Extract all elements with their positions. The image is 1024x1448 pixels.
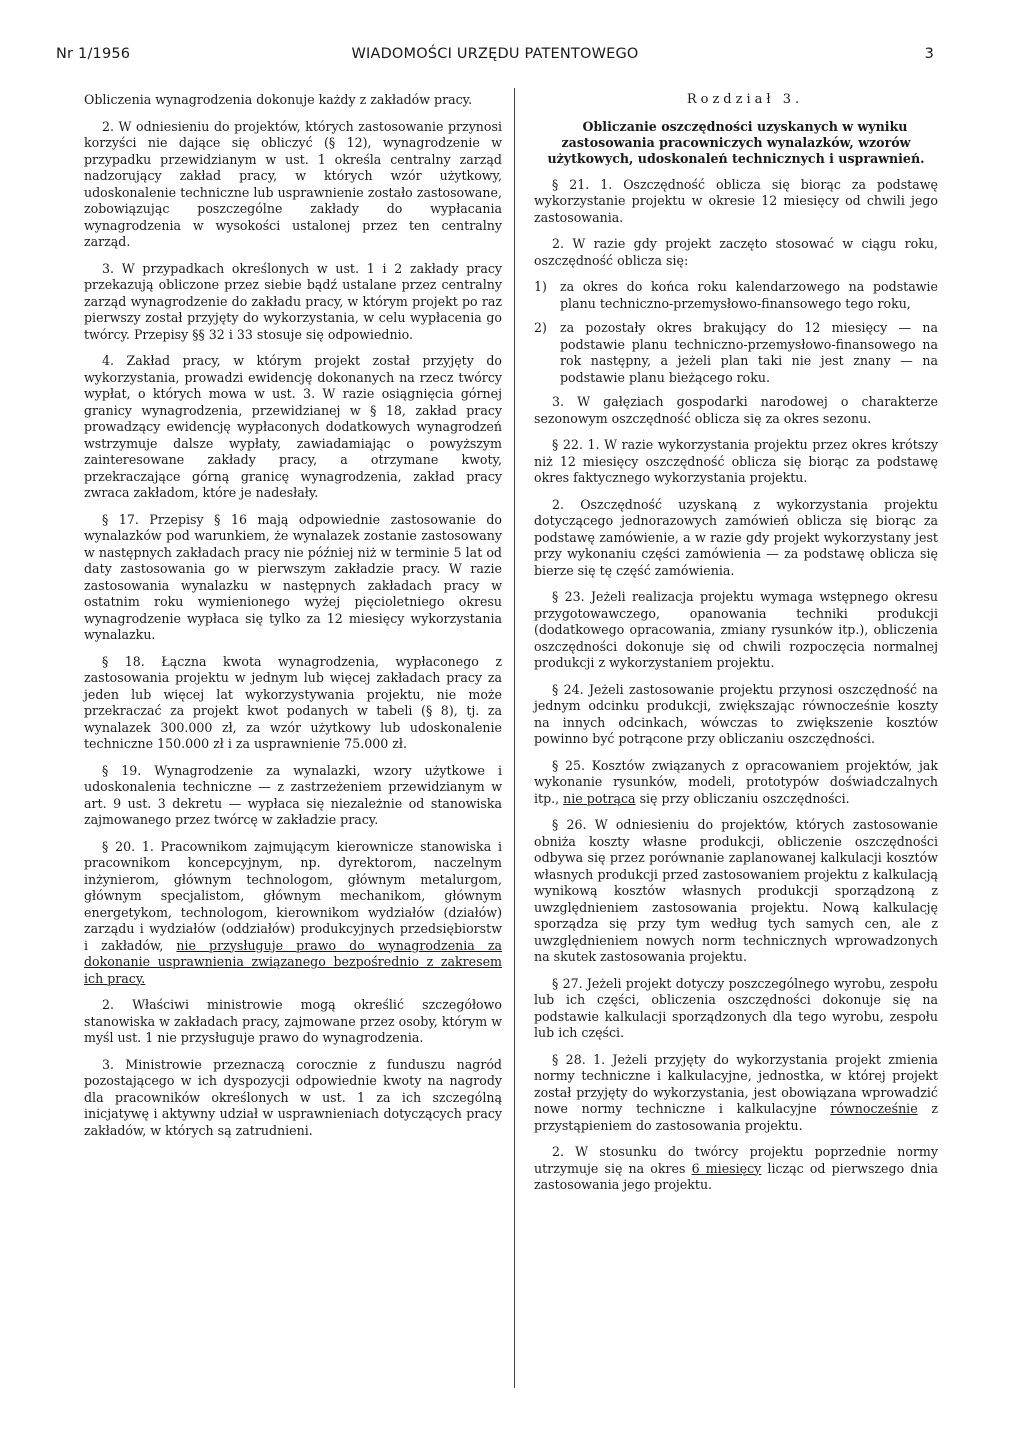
paragraph: 4. Zakład pracy, w którym projekt został przyjęty do wykorzystania, prowadzi ewidencję dokonanych na rzecz twórcy wypłat, o których mowa w ust. 3. W razie osiągnięcia górnej granicy wynagrodzenia, przewidzianej w § 18, zakład pracy prowadzący ewidencję wypłaconych dodatkowych wynagrodzeń wstrzymuje dalsze wypłaty, zawiadamiając o powyższym zainteresowane zakłady pracy, a otrzymane kwoty, przekraczające górną granicę wynagrodzenia, zakład pracy zwraca zakładom, które je nadesłały. [84, 353, 502, 500]
section-21: § 21. 1. Oszczędność oblicza się biorąc za podstawę wykorzystanie projektu w okresie 12 miesięcy od chwili jego zastosowania. [534, 176, 938, 225]
page-header [56, 46, 934, 68]
underlined-text: nie potrąca [563, 790, 636, 806]
paragraph: 3. W gałęziach gospodarki narodowej o charakterze sezonowym oszczędność oblicza się za okres sezonu. [534, 394, 938, 426]
section-27: § 27. Jeżeli projekt dotyczy poszczególnego wyrobu, zespołu lub ich części, obliczenia oszczędności dokonuje się na podstawie kalkulacji sporządzonych dla tego wyrobu, zespołu lub ich części. [534, 975, 938, 1040]
section-20 [84, 839, 502, 988]
chapter-heading: Rozdział 3. [686, 92, 804, 107]
page-number: 3 [924, 46, 934, 62]
paragraph: 3. W przypadkach określonych w ust. 1 i 2 zakłady pracy przekazują obliczone przez siebie bądź ustalane przez centralny zarząd wynagrodzenie do zakładu pracy, w którym projekt po raz pierwszy został przyjęty do wykorzystania, w celu wypłacenia go twórcy. Przepisy §§ 32 i 33 stosuje się odpowiednio. [84, 260, 502, 342]
list-text: za pozostały okres brakujący do 12 miesięcy — na podstawie planu techniczno-przemysłowo-finansowego na rok następny, a jeżeli plan taki nie jest znany — na podstawie planu bieżącego roku. [560, 320, 938, 385]
paragraph-text: licząc od pierwszego dnia zastosowania jego projektu. [534, 1160, 938, 1192]
section-17: § 17. Przepisy § 16 mają odpowiednie zastosowanie do wynalazków pod warunkiem, że wynalazek zostanie zastosowany w następnych zakładach pracy nie później niż w terminie 5 lat od daty zastosowania go w pierwszym zakładzie pracy. W razie zastosowania wynalazku w następnych zakładach pracy w ostatnim roku wymienionego wyżej pięcioletniego okresu wynagrodzenie wypłaca się tylko za 12 miesięcy wykorzystania wynalazku. [84, 511, 502, 642]
journal-title: WIADOMOŚCI URZĘDU PATENTOWEGO [351, 46, 639, 62]
paragraph-text: § 20. 1. Pracownikom zajmującym kierownicze stanowiska i pracownikom koncepcyjnym, np. dyrektorom, naczelnym inżynierom, głównym technologom, głównym metalurgom, głównym specjalistom, głównym mechanikom, głównym energetykom, technologom, kierownikom wydziałów (działów) zarządu i wydziałów (oddziałów) produkcyjnych przedsiębiorstw i zakładów, [84, 838, 502, 953]
right-column [534, 92, 938, 1204]
paragraph-text: 2. W stosunku do twórcy projektu poprzednie normy utrzymuje się na okres [534, 1144, 938, 1176]
section-19: § 19. Wynagrodzenie za wynalazki, wzory użytkowe i udoskonalenia techniczne — z zastrzeżeniem przewidzianym w art. 9 ust. 3 dekretu — wypłaca się niezależnie od stanowiska zajmowanego przez twórcę w zakładzie pracy. [84, 762, 502, 827]
list-item [534, 279, 938, 312]
list-text: za okres do końca roku kalendarzowego na podstawie planu techniczno-przemysłowo-finansowego tego roku, [560, 279, 938, 311]
paragraph-text: § 28. 1. Jeżeli przyjęty do wykorzystania projekt zmienia normy techniczne i kalkulacyjne, jednostka, w której projekt został przyjęty do wykorzystania, jest obowiązana wprowadzić nowe normy techniczne i kalkulacyjne [534, 1051, 938, 1116]
list-number: 1) [534, 279, 547, 294]
chapter-title: Obliczanie oszczędności uzyskanych w wyniku zastosowania pracowniczych wynalazków, wzorów użytkowych, udoskonaleń technicznych i usprawnień. [547, 118, 925, 166]
left-column [84, 92, 502, 1149]
paragraph-text: się przy obliczaniu oszczędności. [635, 790, 850, 806]
underlined-text: nie przysługuje prawo do wynagrodzenia za dokonanie usprawnienia związanego bezpośrednio z zakresem ich pracy. [84, 937, 502, 986]
section-18: § 18. Łączna kwota wynagrodzenia, wypłaconego z zastosowania projektu w jednym lub więcej zakładach pracy za jeden lub więcej lat wykorzystywania projektu, nie może przekraczać za projekt kwot podanych w tabeli (§ 8), tj. za wynalazek 300.000 zł, za wzór użytkowy lub udoskonalenie techniczne 150.000 zł i za usprawnienie 75.000 zł. [84, 653, 502, 751]
list-number: 2) [534, 320, 547, 335]
paragraph: 3. Ministrowie przeznaczą corocznie z funduszu nagród pozostającego w ich dyspozycji odpowiednie kwoty na nagrody dla pracowników określonych w ust. 1 za ich szczególną inicjatywę i aktywny udział w usprawnieniach dotyczących pracy zakładów, w których są zatrudnieni. [84, 1056, 502, 1138]
underlined-text: 6 miesięcy [691, 1160, 762, 1176]
list-item [534, 320, 938, 386]
section-23: § 23. Jeżeli realizacja projektu wymaga wstępnego okresu przygotowawczego, opanowania techniki produkcji (dodatkowego opracowania, zmiany rysunków itp.), obliczenia oszczędności dokonuje się od chwili rozpoczęcia normalnej produkcji z wykorzystaniem projektu. [534, 589, 938, 670]
issue-number: Nr 1/1956 [56, 46, 131, 62]
paragraph-text: z przystąpieniem do zastosowania projektu. [534, 1101, 939, 1133]
paragraph-text: § 25. Kosztów związanych z opracowaniem projektów, jak wykonanie rysunków, modeli, prototypów doświadczalnych itp., [534, 757, 938, 806]
paragraph [534, 1144, 938, 1194]
section-26: § 26. W odniesieniu do projektów, których zastosowanie obniża koszty własne produkcji, obliczenie oszczędności odbywa się przez porównanie zaplanowanej kalkulacji kosztów własnych produkcji przed zastosowaniem projektu z kalkulacją wynikową kosztów własnych produkcji sporządzoną z uwzględnieniem zastosowania projektu. Nową kalkulację sporządza się przy tym według tych samych cen, ale z uwzględnieniem nowych norm technicznych wprowadzonych na skutek zastosowania projektu. [534, 817, 938, 964]
paragraph: 2. Właściwi ministrowie mogą określić szczegółowo stanowiska w zakładach pracy, zajmowane przez osoby, którym w myśl ust. 1 nie przysługuje prawo do wynagrodzenia. [84, 997, 502, 1045]
paragraph: 2. W odniesieniu do projektów, których zastosowanie przynosi korzyści nie dające się obliczyć (§ 12), wynagrodzenie w przypadku przewidzianym w ust. 1 określa centralny zarząd nadzorujący zakład pracy, w których wzór użytkowy, udoskonalenie techniczne lub usprawnienie zostało zastosowane, zobowiązując poszczególne zakłady do wypłacania wynagrodzenia w wysokości ustalonej przez ten centralny zarząd. [84, 118, 502, 249]
column-divider [514, 88, 515, 1388]
section-28 [534, 1052, 938, 1135]
section-24: § 24. Jeżeli zastosowanie projektu przynosi oszczędność na jednym odcinku produkcji, zwiększając równocześnie koszty na innych odcinkach, wówczas to zwiększenie kosztów powinno być potrącone przy obliczaniu oszczędności. [534, 681, 938, 746]
paragraph: Obliczenia wynagrodzenia dokonuje każdy z zakładów pracy. [84, 92, 473, 107]
underlined-text: równocześnie [830, 1101, 918, 1116]
section-22: § 22. 1. W razie wykorzystania projektu przez okres krótszy niż 12 miesięcy oszczędność oblicza się biorąc za podstawę okres faktycznego wykorzystania projektu. [534, 437, 938, 485]
paragraph: 2. W razie gdy projekt zaczęto stosować w ciągu roku, oszczędność oblicza się: [534, 236, 938, 268]
paragraph: 2. Oszczędność uzyskaną z wykorzystania projektu dotyczącego jednorazowych zamówień oblicza się biorąc za podstawę zamówienie, a w razie gdy projekt wykorzystany jest przy wykonaniu części zamówienia — za podstawę oblicza się bierze się tę część zamówienia. [534, 496, 938, 578]
section-25 [534, 758, 938, 808]
